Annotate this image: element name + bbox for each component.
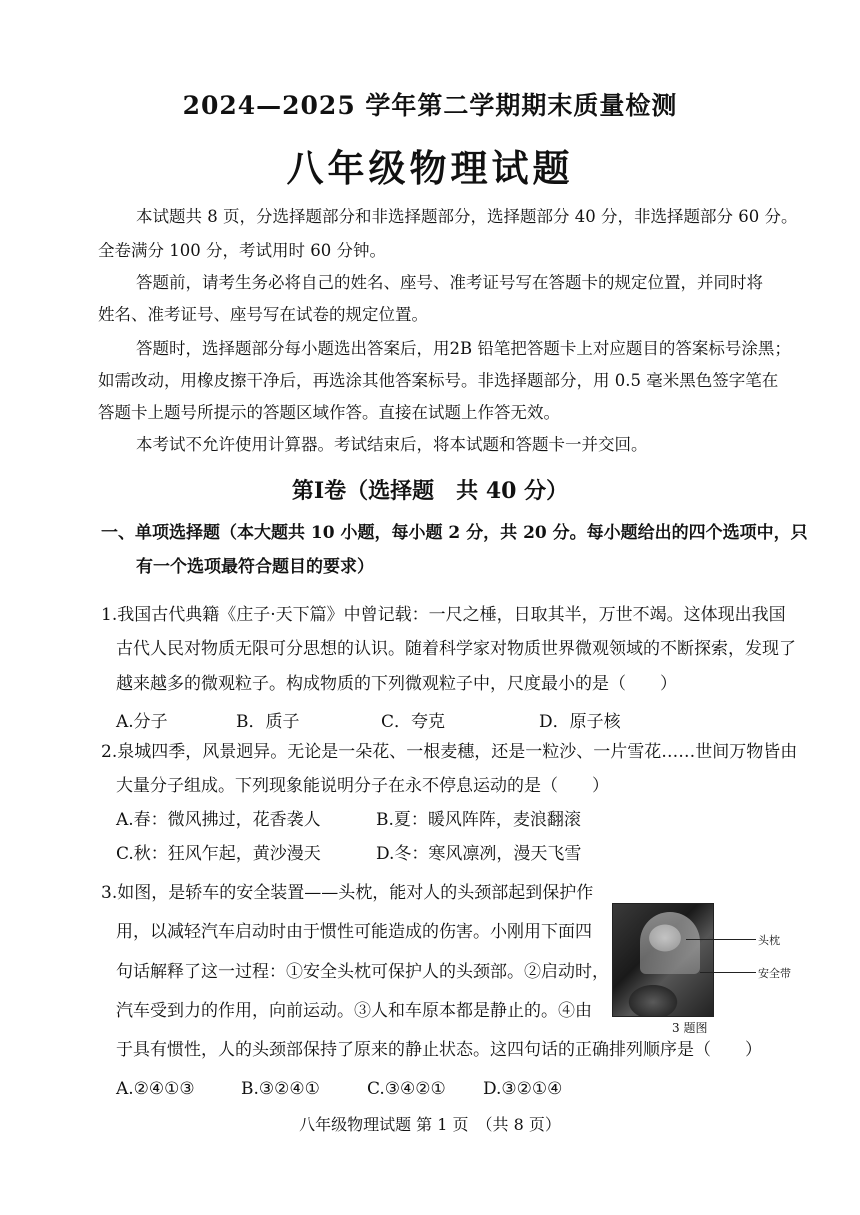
instruction-line: 答题卡上题号所提示的答题区域作答。直接在试题上作答无效。 — [98, 403, 560, 422]
option-d: D.③②①④ — [483, 1079, 563, 1099]
instruction-line: 本考试不允许使用计算器。考试结束后，将本试题和答题卡一并交回。 — [136, 435, 648, 454]
part-heading: 一、单项选择题（本大题共 10 小题，每小题 2 分，共 20 分。每小题给出的四个选项中，只 — [101, 523, 808, 543]
instruction-line: 答题前，请考生务必将自己的姓名、座号、准考证号写在答题卡的规定位置，并同时将 — [136, 273, 763, 292]
callout-line — [700, 972, 756, 973]
instruction-line: 答题时，选择题部分每小题选出答案后，用2B 铅笔把答题卡上对应题目的答案标号涂黑； — [136, 339, 791, 358]
option-d: D.冬：寒风凛冽，漫天飞雪 — [376, 844, 582, 864]
figure-caption: 3 题图 — [672, 1021, 708, 1035]
question-1-text: 古代人民对物质无限可分思想的认识。随着科学家对物质世界微观领域的不断探索，发现了 — [116, 639, 796, 659]
instruction-line: 本试题共 8 页，分选择题部分和非选择题部分，选择题部分 40 分，非选择题部分 60 分。 — [136, 207, 798, 226]
option-c: C．夸克 — [381, 712, 446, 732]
part-heading: 有一个选项最符合题目的要求） — [136, 557, 374, 577]
option-a: A.分子 — [116, 712, 168, 732]
seatbelt-label: 安全带 — [758, 967, 791, 980]
exam-header: 2024—2025 学年第二学期期末质量检测 — [182, 91, 678, 120]
question-2-text: 2.泉城四季，风景迥异。无论是一朵花、一根麦穗，还是一粒沙、一片雪花……世间万物皆由 — [101, 742, 798, 762]
option-d: D．原子核 — [539, 712, 621, 732]
section-title: 第Ⅰ卷（选择题 共 40 分） — [291, 478, 569, 504]
option-b: B.③②④① — [241, 1079, 320, 1099]
question-3-text: 汽车受到力的作用，向前运动。③人和车原本都是静止的。④由 — [116, 1001, 592, 1021]
car-window — [640, 912, 700, 974]
callout-line — [686, 939, 756, 940]
headrest-label: 头枕 — [758, 934, 780, 947]
exam-title: 八年级物理试题 — [286, 146, 574, 190]
question-1-text: 1.我国古代典籍《庄子·天下篇》中曾记载：一尺之棰，日取其半，万世不竭。这体现出我国 — [101, 605, 786, 625]
question-3-text: 句话解释了这一过程：①安全头枕可保护人的头颈部。②启动时， — [116, 962, 609, 982]
question-2-text: 大量分子组成。下列现象能说明分子在永不停息运动的是（ ） — [116, 776, 609, 796]
option-c: C.秋：狂风乍起，黄沙漫天 — [116, 844, 321, 864]
option-b: B．质子 — [236, 712, 300, 732]
instruction-line: 如需改动，用橡皮擦干净后，再选涂其他答案标号。非选择题部分，用 0.5 毫米黑色签字笔在 — [98, 371, 779, 390]
page-footer: 八年级物理试题 第 1 页 （共 8 页） — [299, 1115, 561, 1134]
question-3-text: 3.如图，是轿车的安全装置——头枕，能对人的头颈部起到保护作 — [101, 883, 594, 903]
option-c: C.③④②① — [367, 1079, 446, 1099]
question-1-text: 越来越多的微观粒子。构成物质的下列微观粒子中，尺度最小的是（ ） — [116, 674, 677, 694]
option-a: A.②④①③ — [116, 1079, 195, 1099]
instruction-line: 姓名、准考证号、座号写在试卷的规定位置。 — [98, 305, 428, 324]
question-3-text: 用，以减轻汽车启动时由于惯性可能造成的伤害。小刚用下面四 — [116, 922, 592, 942]
option-a: A.春：微风拂过，花香袭人 — [116, 810, 321, 830]
instruction-line: 全卷满分 100 分，考试用时 60 分钟。 — [98, 241, 386, 260]
option-b: B.夏：暖风阵阵，麦浪翻滚 — [376, 810, 581, 830]
question-3-text: 于具有惯性，人的头颈部保持了原来的静止状态。这四句话的正确排列顺序是（ ） — [116, 1040, 762, 1060]
